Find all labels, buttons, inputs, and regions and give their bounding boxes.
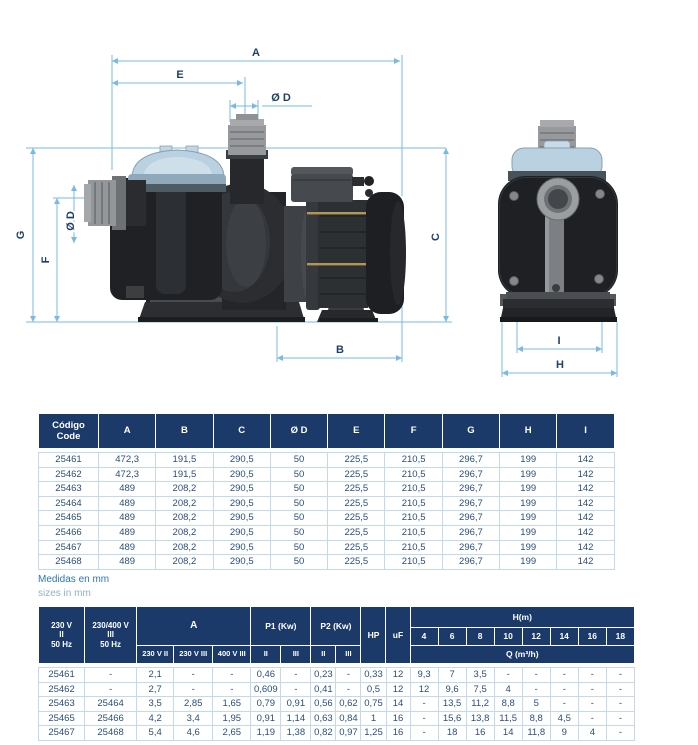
table-cell: - (578, 668, 606, 683)
table-cell: 290,5 (213, 496, 270, 511)
dim-label-h: H (556, 359, 564, 371)
units-note-es: Medidas en mm (38, 574, 110, 585)
table-cell: 208,2 (156, 482, 213, 497)
dim-label-c: C (430, 233, 442, 241)
table-cell: - (578, 697, 606, 712)
table-cell: 296,7 (442, 467, 499, 482)
table-cell: - (85, 682, 137, 697)
table-row (39, 711, 635, 726)
table-cell: 199 (500, 540, 557, 555)
head-value-10: 10 (494, 627, 522, 645)
table-cell: 290,5 (213, 540, 270, 555)
table-cell: 1,25 (361, 726, 386, 741)
dim-label-f: F (40, 256, 52, 264)
table-cell: 0,79 (251, 697, 281, 712)
table-cell: 4,2 (137, 711, 174, 726)
table-row (39, 453, 615, 468)
table-cell: 0,91 (251, 711, 281, 726)
p2-sub-ii: II (311, 646, 336, 664)
table-cell: 50 (270, 496, 327, 511)
terminal-box (291, 167, 374, 202)
table-cell: 489 (99, 482, 156, 497)
table-cell: 25461 (39, 668, 85, 683)
table-cell: - (606, 697, 634, 712)
table-cell: - (606, 668, 634, 683)
table-cell: 2,85 (174, 697, 213, 712)
table-row (39, 467, 615, 482)
table-cell: 142 (557, 555, 614, 570)
table-row (39, 697, 635, 712)
table-cell: - (281, 668, 311, 683)
table-cell: - (606, 682, 634, 697)
dim-label-a: A (252, 47, 260, 59)
table-cell: 210,5 (385, 511, 442, 526)
table-cell: 3,5 (137, 697, 174, 712)
head-value-12: 12 (522, 627, 550, 645)
table-cell: 1,95 (213, 711, 251, 726)
table-cell: 11,8 (522, 726, 550, 741)
table-cell: 25463 (39, 697, 85, 712)
table-cell: 199 (500, 453, 557, 468)
table-row (39, 682, 635, 697)
table-cell: 4 (494, 682, 522, 697)
table-cell: - (606, 726, 634, 741)
units-note-en: sizes in mm (38, 588, 91, 599)
table-cell: 50 (270, 467, 327, 482)
table-header-row (39, 607, 635, 628)
dim-label-i: I (557, 335, 561, 347)
dim-label-b: B (336, 344, 344, 356)
table-cell: 225,5 (328, 496, 385, 511)
column-header-230v (39, 607, 85, 664)
table-cell: 7 (438, 668, 466, 683)
column-header-code (39, 414, 99, 449)
table-cell: 199 (500, 525, 557, 540)
table-cell: 50 (270, 511, 327, 526)
table-cell: 8,8 (494, 697, 522, 712)
table-cell: 50 (270, 555, 327, 570)
head-value-18: 18 (606, 627, 634, 645)
pump-side-view (84, 114, 406, 322)
header-code-es: Código (52, 419, 85, 431)
table-cell: 2,7 (137, 682, 174, 697)
table-cell: - (85, 668, 137, 683)
table-cell: 191,5 (156, 467, 213, 482)
table-cell: 142 (557, 511, 614, 526)
table-cell: 290,5 (213, 453, 270, 468)
table-cell: 1,19 (251, 726, 281, 741)
table-cell: 25462 (39, 682, 85, 697)
table-cell: 296,7 (442, 482, 499, 497)
head-value-8: 8 (466, 627, 494, 645)
table-cell: 296,7 (442, 525, 499, 540)
dim-label-g: G (15, 230, 27, 240)
table-header-row (39, 414, 615, 449)
amps-sub-230v3: 230 V III (174, 646, 213, 664)
dim-label-d-top: Ø D (271, 92, 291, 104)
table-cell: 25461 (39, 453, 99, 468)
table-cell: 1 (361, 711, 386, 726)
column-header-i: I (557, 414, 614, 449)
table-cell: 225,5 (328, 511, 385, 526)
table-cell: - (213, 668, 251, 683)
table-cell: - (578, 711, 606, 726)
table-cell: 296,7 (442, 555, 499, 570)
table-cell: - (336, 682, 361, 697)
table-cell: 0,62 (336, 697, 361, 712)
header-line: III (107, 630, 114, 640)
table-cell: 225,5 (328, 482, 385, 497)
table-cell: - (522, 682, 550, 697)
motor (306, 192, 406, 314)
table-cell: 0,33 (361, 668, 386, 683)
table-cell: 142 (557, 525, 614, 540)
column-header-hp: HP (361, 607, 386, 664)
p1-sub-iii: III (281, 646, 311, 664)
table-cell: 199 (500, 555, 557, 570)
table-cell: 7,5 (466, 682, 494, 697)
table-cell: 0,75 (361, 697, 386, 712)
table-cell: 2,1 (137, 668, 174, 683)
table-cell: 0,41 (311, 682, 336, 697)
column-header-c: C (213, 414, 270, 449)
table-cell: 296,7 (442, 511, 499, 526)
head-value-6: 6 (438, 627, 466, 645)
suction-port (84, 176, 146, 230)
table-cell: 208,2 (156, 511, 213, 526)
column-header-f: F (385, 414, 442, 449)
table-cell: - (522, 668, 550, 683)
table-cell: 5 (522, 697, 550, 712)
amps-sub-230v2: 230 V II (137, 646, 174, 664)
table-cell: - (578, 682, 606, 697)
table-cell: 0,82 (311, 726, 336, 741)
column-header-h: H (500, 414, 557, 449)
table-cell: - (550, 697, 578, 712)
table-cell: 9,3 (410, 668, 438, 683)
front-lid (508, 141, 606, 181)
column-header-head: H(m) (410, 607, 634, 628)
table-cell: 13,8 (466, 711, 494, 726)
table-cell: 25464 (39, 496, 99, 511)
column-header-p1: P1 (Kw) (251, 607, 311, 646)
table-cell: 296,7 (442, 496, 499, 511)
table-cell: 210,5 (385, 525, 442, 540)
table-cell: 472,3 (99, 453, 156, 468)
table-cell: 489 (99, 540, 156, 555)
table-cell: 142 (557, 482, 614, 497)
table-cell: 208,2 (156, 555, 213, 570)
header-line: II (59, 630, 64, 640)
pump-front-view (498, 120, 618, 322)
header-line: 50 Hz (100, 639, 122, 649)
table-cell: 3,4 (174, 711, 213, 726)
table-row (39, 555, 615, 570)
table-cell: 4,6 (174, 726, 213, 741)
table-cell: 18 (438, 726, 466, 741)
table-cell: 199 (500, 511, 557, 526)
table-cell: 142 (557, 453, 614, 468)
table-cell: 199 (500, 467, 557, 482)
table-cell: 25462 (39, 467, 99, 482)
header-line: 50 Hz (51, 639, 72, 649)
table-cell: 210,5 (385, 496, 442, 511)
table-cell: 210,5 (385, 482, 442, 497)
spec-table-body (38, 667, 635, 741)
table-row (39, 726, 635, 741)
table-cell: 4 (578, 726, 606, 741)
table-cell: 191,5 (156, 453, 213, 468)
table-row (39, 496, 615, 511)
table-cell: 15,6 (438, 711, 466, 726)
table-cell: 290,5 (213, 555, 270, 570)
table-cell: 50 (270, 525, 327, 540)
table-cell: 489 (99, 511, 156, 526)
table-cell: 16 (386, 726, 410, 741)
dim-label-d-left: Ø D (65, 211, 77, 231)
table-cell: 142 (557, 496, 614, 511)
table-row (39, 511, 615, 526)
table-cell: 50 (270, 540, 327, 555)
table-cell: 0,97 (336, 726, 361, 741)
discharge-pipe (226, 114, 268, 204)
header-line: 230 V (51, 620, 72, 630)
table-cell: - (550, 668, 578, 683)
table-cell: 8,8 (522, 711, 550, 726)
table-cell: 11,2 (466, 697, 494, 712)
table-cell: 3,5 (466, 668, 494, 683)
table-cell: 225,5 (328, 540, 385, 555)
table-cell: 0,91 (281, 697, 311, 712)
table-cell: 142 (557, 467, 614, 482)
table-cell: 0,5 (361, 682, 386, 697)
table-cell: 25467 (39, 540, 99, 555)
table-cell: - (550, 682, 578, 697)
table-row (39, 540, 615, 555)
table-cell: 208,2 (156, 525, 213, 540)
table-cell: 25464 (85, 697, 137, 712)
table-cell: - (410, 711, 438, 726)
table-cell: 25468 (39, 555, 99, 570)
table-cell: 1,14 (281, 711, 311, 726)
table-cell: 16 (386, 711, 410, 726)
p2-sub-iii: III (336, 646, 361, 664)
table-cell: 210,5 (385, 540, 442, 555)
column-header-a: A (99, 414, 156, 449)
table-cell: 0,609 (251, 682, 281, 697)
table-cell: 9 (550, 726, 578, 741)
spec-table-header (38, 606, 635, 664)
table-cell: 290,5 (213, 467, 270, 482)
table-cell: 9,6 (438, 682, 466, 697)
table-cell: - (410, 697, 438, 712)
table-cell: - (281, 682, 311, 697)
table-cell: 50 (270, 482, 327, 497)
dim-label-e: E (176, 69, 184, 81)
table-cell: 4,5 (550, 711, 578, 726)
table-cell: 25463 (39, 482, 99, 497)
table-cell: 25466 (39, 525, 99, 540)
table-cell: 5,4 (137, 726, 174, 741)
table-cell: - (606, 711, 634, 726)
table-cell: 208,2 (156, 540, 213, 555)
table-cell: 225,5 (328, 555, 385, 570)
amps-sub-400v3: 400 V III (213, 646, 251, 664)
table-cell: - (213, 682, 251, 697)
column-header-b: B (156, 414, 213, 449)
column-header-230-400v (85, 607, 137, 664)
column-header-flow: Q (m³/h) (410, 646, 634, 664)
table-cell: 290,5 (213, 525, 270, 540)
column-header-amps: A (137, 607, 251, 646)
table-cell: 290,5 (213, 511, 270, 526)
table-cell: 12 (410, 682, 438, 697)
table-row (39, 668, 635, 683)
table-cell: 290,5 (213, 482, 270, 497)
table-cell: 208,2 (156, 496, 213, 511)
table-cell: 210,5 (385, 555, 442, 570)
table-cell: 13,5 (438, 697, 466, 712)
head-value-4: 4 (410, 627, 438, 645)
table-cell: 296,7 (442, 540, 499, 555)
table-cell: - (174, 668, 213, 683)
table-cell: - (174, 682, 213, 697)
dimension-table-body (38, 452, 615, 570)
table-cell: 489 (99, 525, 156, 540)
table-cell: 199 (500, 496, 557, 511)
table-cell: 25468 (85, 726, 137, 741)
table-cell: 199 (500, 482, 557, 497)
table-cell: - (494, 668, 522, 683)
table-cell: 16 (466, 726, 494, 741)
column-header-p2: P2 (Kw) (311, 607, 361, 646)
table-cell: 0,23 (311, 668, 336, 683)
table-cell: 25466 (85, 711, 137, 726)
front-base (500, 292, 617, 322)
column-header-g: G (442, 414, 499, 449)
table-cell: 0,56 (311, 697, 336, 712)
table-cell: 25465 (39, 511, 99, 526)
table-cell: 0,46 (251, 668, 281, 683)
table-cell: 0,84 (336, 711, 361, 726)
table-cell: 11,5 (494, 711, 522, 726)
column-header-e: E (328, 414, 385, 449)
p1-sub-ii: II (251, 646, 281, 664)
table-cell: 489 (99, 555, 156, 570)
table-cell: - (336, 668, 361, 683)
table-cell: 14 (494, 726, 522, 741)
table-cell: - (410, 726, 438, 741)
dimension-table-header (38, 413, 615, 449)
front-body (498, 176, 618, 298)
head-value-14: 14 (550, 627, 578, 645)
table-cell: 14 (386, 697, 410, 712)
table-cell: 296,7 (442, 453, 499, 468)
header-code-en: Code (56, 431, 81, 442)
table-cell: 25467 (39, 726, 85, 741)
table-cell: 12 (386, 668, 410, 683)
table-row (39, 525, 615, 540)
column-header-uf: uF (386, 607, 410, 664)
table-cell: 50 (270, 453, 327, 468)
table-cell: 142 (557, 540, 614, 555)
table-cell: 2,65 (213, 726, 251, 741)
head-value-16: 16 (578, 627, 606, 645)
table-cell: 25465 (39, 711, 85, 726)
table-cell: 225,5 (328, 525, 385, 540)
table-cell: 210,5 (385, 467, 442, 482)
column-header-d: Ø D (270, 414, 327, 449)
table-cell: 12 (386, 682, 410, 697)
table-cell: 0,63 (311, 711, 336, 726)
table-cell: 225,5 (328, 453, 385, 468)
table-cell: 1,38 (281, 726, 311, 741)
table-cell: 225,5 (328, 467, 385, 482)
table-row (39, 482, 615, 497)
table-cell: 472,3 (99, 467, 156, 482)
header-line: 230/400 V (92, 620, 129, 630)
table-cell: 1,65 (213, 697, 251, 712)
table-cell: 210,5 (385, 453, 442, 468)
table-cell: 489 (99, 496, 156, 511)
